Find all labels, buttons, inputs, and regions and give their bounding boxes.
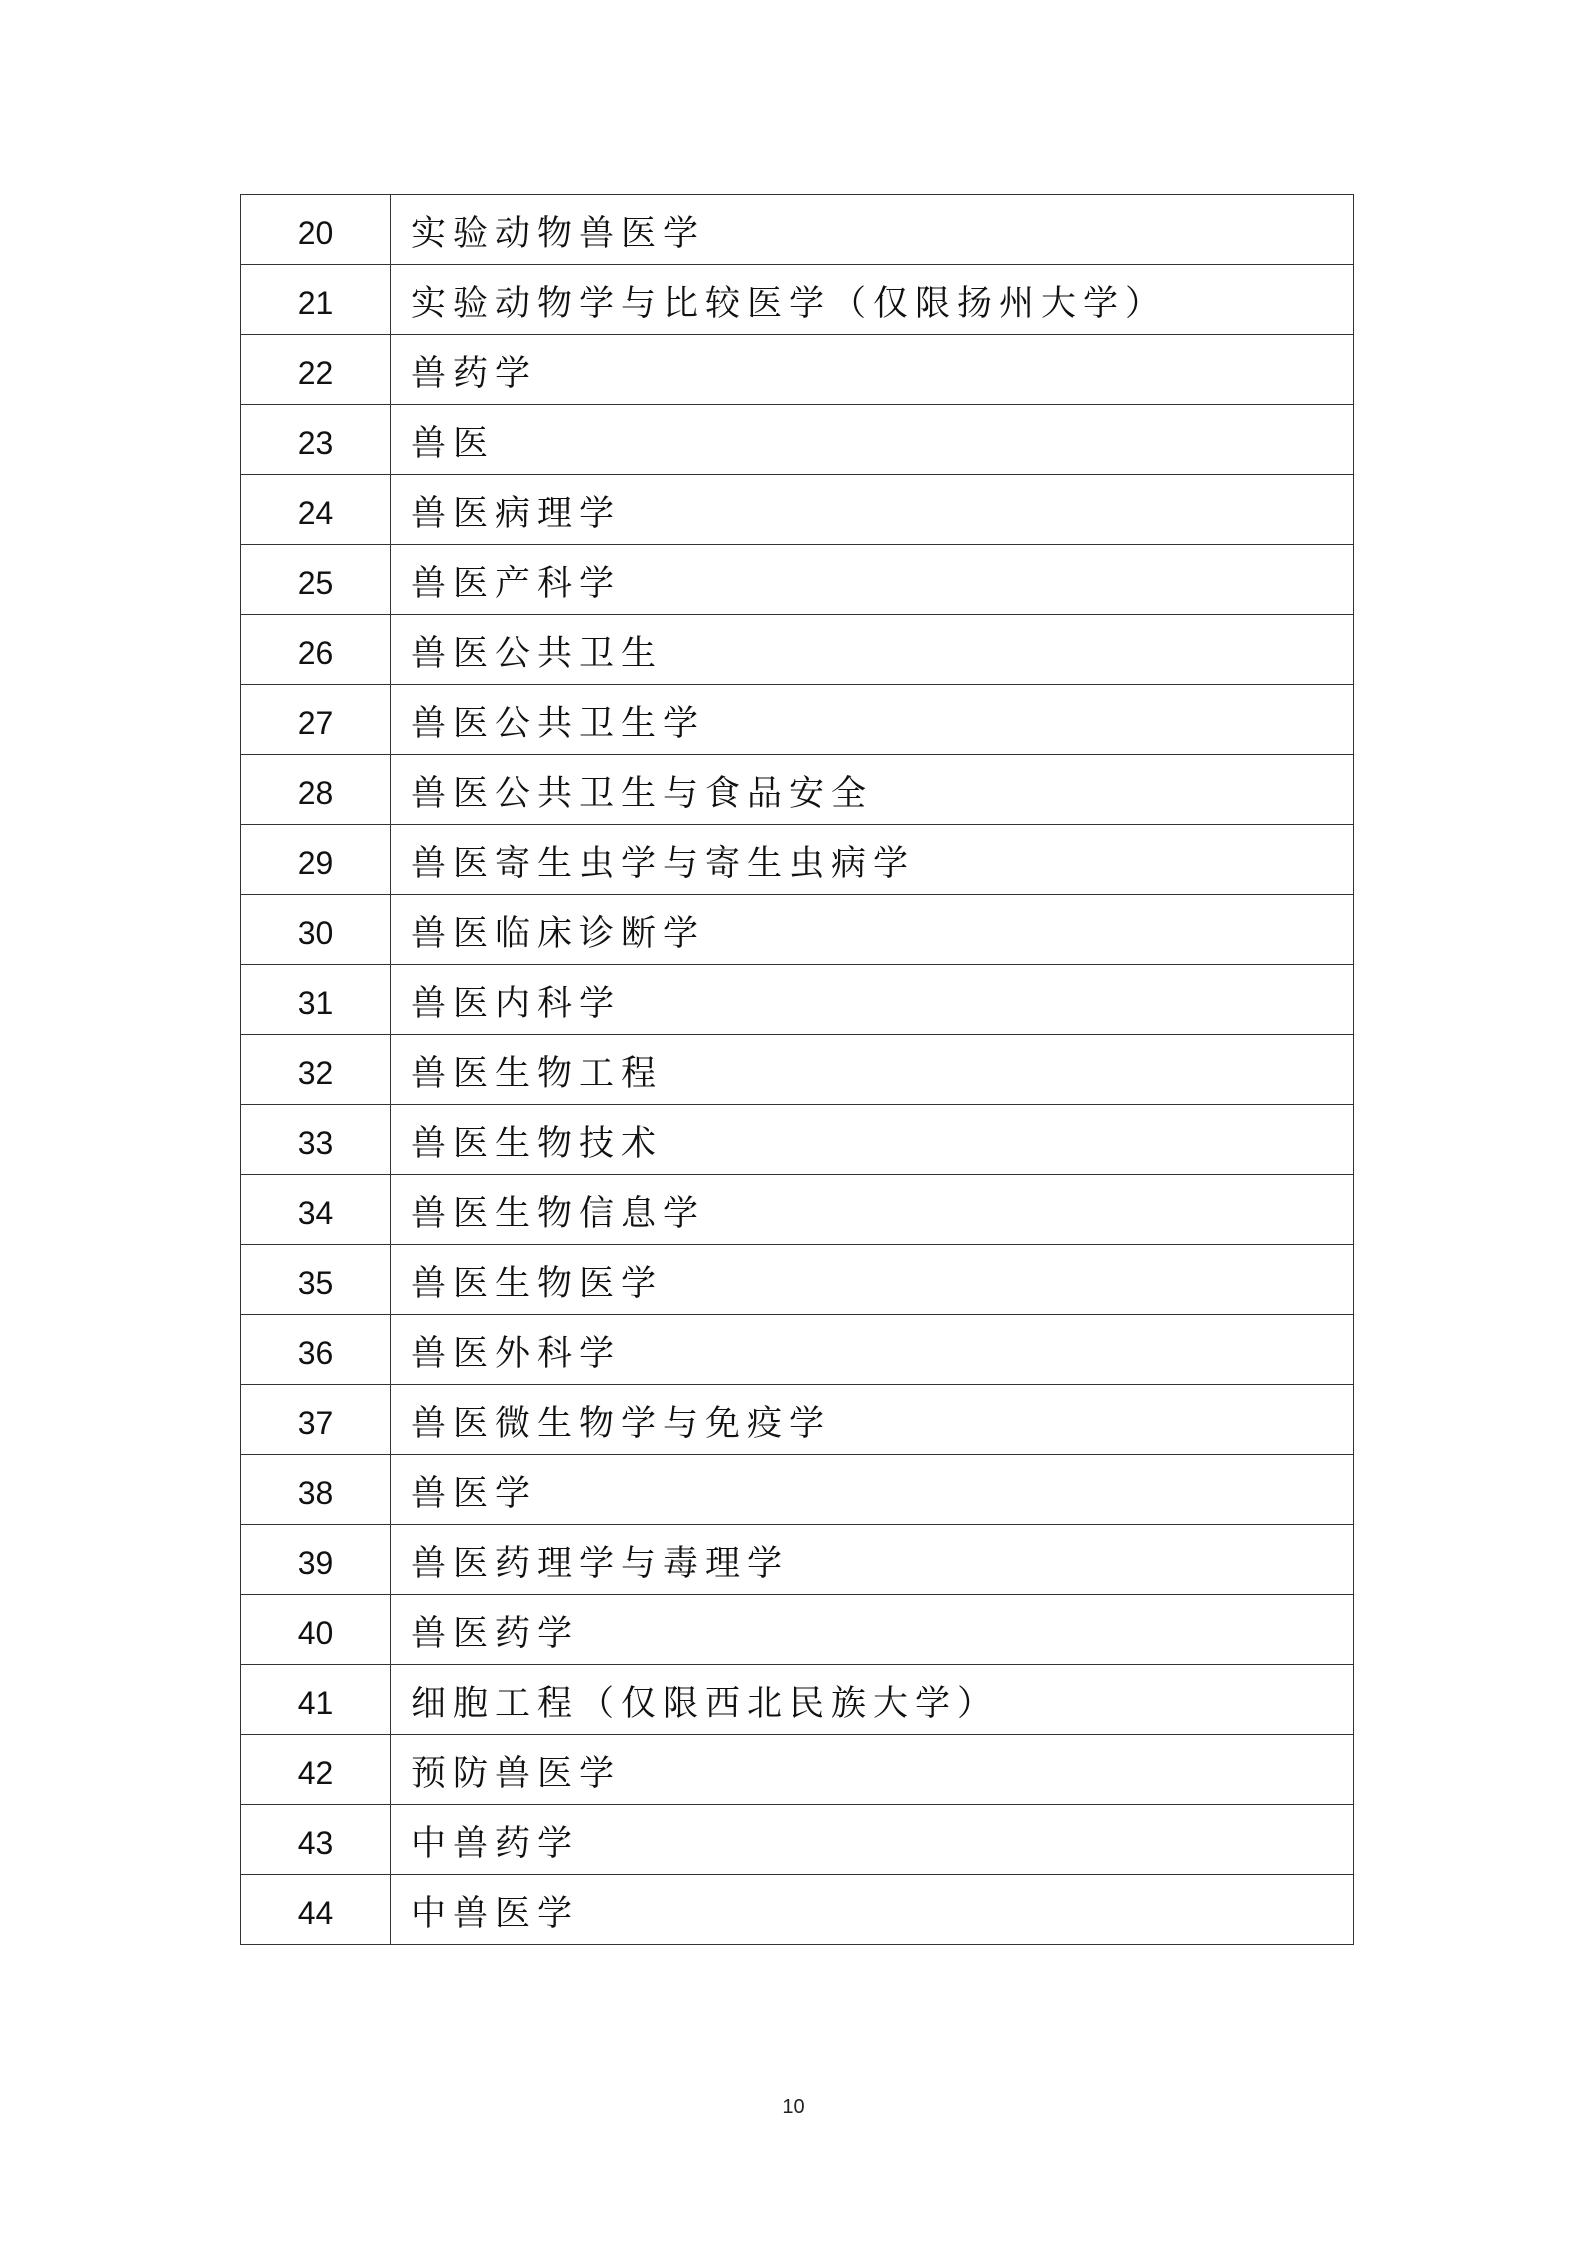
major-name: 兽医生物工程	[391, 1035, 1354, 1105]
major-name: 兽医公共卫生与食品安全	[391, 755, 1354, 825]
major-name: 细胞工程（仅限西北民族大学）	[391, 1665, 1354, 1735]
row-number: 40	[241, 1595, 391, 1665]
table-row	[241, 755, 1354, 825]
row-number: 28	[241, 755, 391, 825]
table-row	[241, 1455, 1354, 1525]
table-row	[241, 1315, 1354, 1385]
major-name: 兽医寄生虫学与寄生虫病学	[391, 825, 1354, 895]
table-row	[241, 1875, 1354, 1945]
major-list-table	[240, 194, 1354, 1945]
major-name: 实验动物兽医学	[391, 195, 1354, 265]
major-name: 兽医药理学与毒理学	[391, 1525, 1354, 1595]
row-number: 42	[241, 1735, 391, 1805]
major-name: 兽医微生物学与免疫学	[391, 1385, 1354, 1455]
table-row	[241, 265, 1354, 335]
table-row	[241, 475, 1354, 545]
major-name: 兽医公共卫生学	[391, 685, 1354, 755]
table-row	[241, 1245, 1354, 1315]
row-number: 38	[241, 1455, 391, 1525]
row-number: 27	[241, 685, 391, 755]
page-number: 10	[782, 2096, 805, 2118]
major-name: 兽医公共卫生	[391, 615, 1354, 685]
table-row	[241, 1595, 1354, 1665]
major-name: 兽医	[391, 405, 1354, 475]
major-name: 预防兽医学	[391, 1735, 1354, 1805]
row-number: 39	[241, 1525, 391, 1595]
row-number: 31	[241, 965, 391, 1035]
major-name: 兽医外科学	[391, 1315, 1354, 1385]
major-name: 实验动物学与比较医学（仅限扬州大学）	[391, 265, 1354, 335]
major-name: 兽医产科学	[391, 545, 1354, 615]
major-name: 中兽医学	[391, 1875, 1354, 1945]
table-row	[241, 1035, 1354, 1105]
major-name: 兽医药学	[391, 1595, 1354, 1665]
row-number: 36	[241, 1315, 391, 1385]
major-name: 兽医临床诊断学	[391, 895, 1354, 965]
row-number: 32	[241, 1035, 391, 1105]
row-number: 21	[241, 265, 391, 335]
row-number: 29	[241, 825, 391, 895]
major-name: 兽医病理学	[391, 475, 1354, 545]
table-row	[241, 825, 1354, 895]
row-number: 34	[241, 1175, 391, 1245]
table-row	[241, 965, 1354, 1035]
major-name: 中兽药学	[391, 1805, 1354, 1875]
table-row	[241, 1105, 1354, 1175]
table-row	[241, 1805, 1354, 1875]
row-number: 20	[241, 195, 391, 265]
row-number: 22	[241, 335, 391, 405]
table-row	[241, 1385, 1354, 1455]
row-number: 43	[241, 1805, 391, 1875]
major-name: 兽医生物信息学	[391, 1175, 1354, 1245]
row-number: 26	[241, 615, 391, 685]
table-row	[241, 405, 1354, 475]
table-row	[241, 615, 1354, 685]
table-row	[241, 195, 1354, 265]
table-row	[241, 1175, 1354, 1245]
table-row	[241, 1525, 1354, 1595]
major-name: 兽医生物医学	[391, 1245, 1354, 1315]
major-name: 兽医生物技术	[391, 1105, 1354, 1175]
table-row	[241, 335, 1354, 405]
row-number: 44	[241, 1875, 391, 1945]
major-name: 兽医内科学	[391, 965, 1354, 1035]
row-number: 35	[241, 1245, 391, 1315]
table-row	[241, 1735, 1354, 1805]
row-number: 30	[241, 895, 391, 965]
major-name: 兽药学	[391, 335, 1354, 405]
row-number: 23	[241, 405, 391, 475]
major-name: 兽医学	[391, 1455, 1354, 1525]
table-row	[241, 895, 1354, 965]
table-row	[241, 685, 1354, 755]
row-number: 41	[241, 1665, 391, 1735]
row-number: 24	[241, 475, 391, 545]
row-number: 37	[241, 1385, 391, 1455]
table-row	[241, 1665, 1354, 1735]
row-number: 33	[241, 1105, 391, 1175]
table-row	[241, 545, 1354, 615]
row-number: 25	[241, 545, 391, 615]
